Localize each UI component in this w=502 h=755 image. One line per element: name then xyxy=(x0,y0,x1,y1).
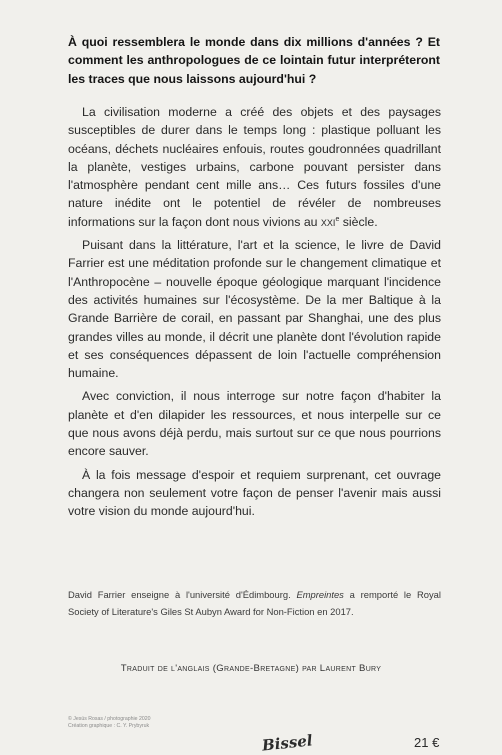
summary-paragraph-1-end: siècle. xyxy=(339,214,378,229)
design-credit: Création graphique : C. Y. Prybyruk xyxy=(68,723,150,729)
photo-credit: © Jesús Rosas / photographie 2020 xyxy=(68,716,151,722)
summary-paragraph-1-text: La civilisation moderne a créé des objets et des paysages susceptibles de durer dans le temps long : plastique polluant les océans, déchets nucléaires enfouis, routes goudronnées quadrillant la planète, vestiges urbains, carbone pouvant persister dans l'atmosphère pendant cent mille ans… Ces futurs fossiles d'une nature inédite ont le potentiel de révéler de nombreuses informations sur la façon dont nous vivions au xyxy=(68,105,441,229)
century-superscript: e xyxy=(335,215,340,223)
intro-paragraph: À quoi ressemblera le monde dans dix millions d'années ? Et comment les anthropologues de ce lointain futur interpréteront les traces que nous laissons aujourd'hui ? xyxy=(68,35,440,86)
author-bio-text: David Farrier enseigne à l'université d'Édimbourg. xyxy=(68,589,297,600)
image-credits xyxy=(68,716,238,730)
summary-paragraph-1 xyxy=(68,103,441,231)
summary-text xyxy=(68,103,441,526)
book-title: Empreintes xyxy=(296,589,344,600)
summary-paragraph-4: À la fois message d'espoir et requiem surprenant, cet ouvrage changera non seulement votre façon de penser l'avenir mais aussi votre vision du monde aujourd'hui. xyxy=(68,467,441,519)
summary-paragraph-2: Puisant dans la littérature, l'art et la science, le livre de David Farrier est une méditation profonde sur le changement climatique et l'Anthropocène – nouvelle époque géologique marquant l'incidence des activités humaines sur l'écosystème. De la mer Baltique à la Grande Barrière de corail, en passant par Shanghai, une des plus grandes villes au monde, il décrit une planète dont l'évolution rapide et ses conséquences dépassent de loin l'actuelle compréhension humaine. xyxy=(68,238,441,381)
publisher-logo: Bissel xyxy=(261,731,314,755)
author-bio-award: a remporté le Royal Society of Literature's Giles St Aubyn Award for Non-Fiction en 2017. xyxy=(68,589,441,617)
century-numeral: xxi xyxy=(320,214,336,229)
price-label: 21 € xyxy=(414,735,440,750)
author-bio xyxy=(68,587,441,620)
summary-paragraph-3: Avec conviction, il nous interroge sur notre façon d'habiter la planète et d'en dilapider les ressources, et nous interpelle sur ce que nous avons déjà perdu, mais surtout sur ce que nous pourrions encore sauver. xyxy=(68,389,441,459)
translation-credit: Traduit de l'anglais (Grande-Bretagne) par Laurent Bury xyxy=(120,663,382,674)
